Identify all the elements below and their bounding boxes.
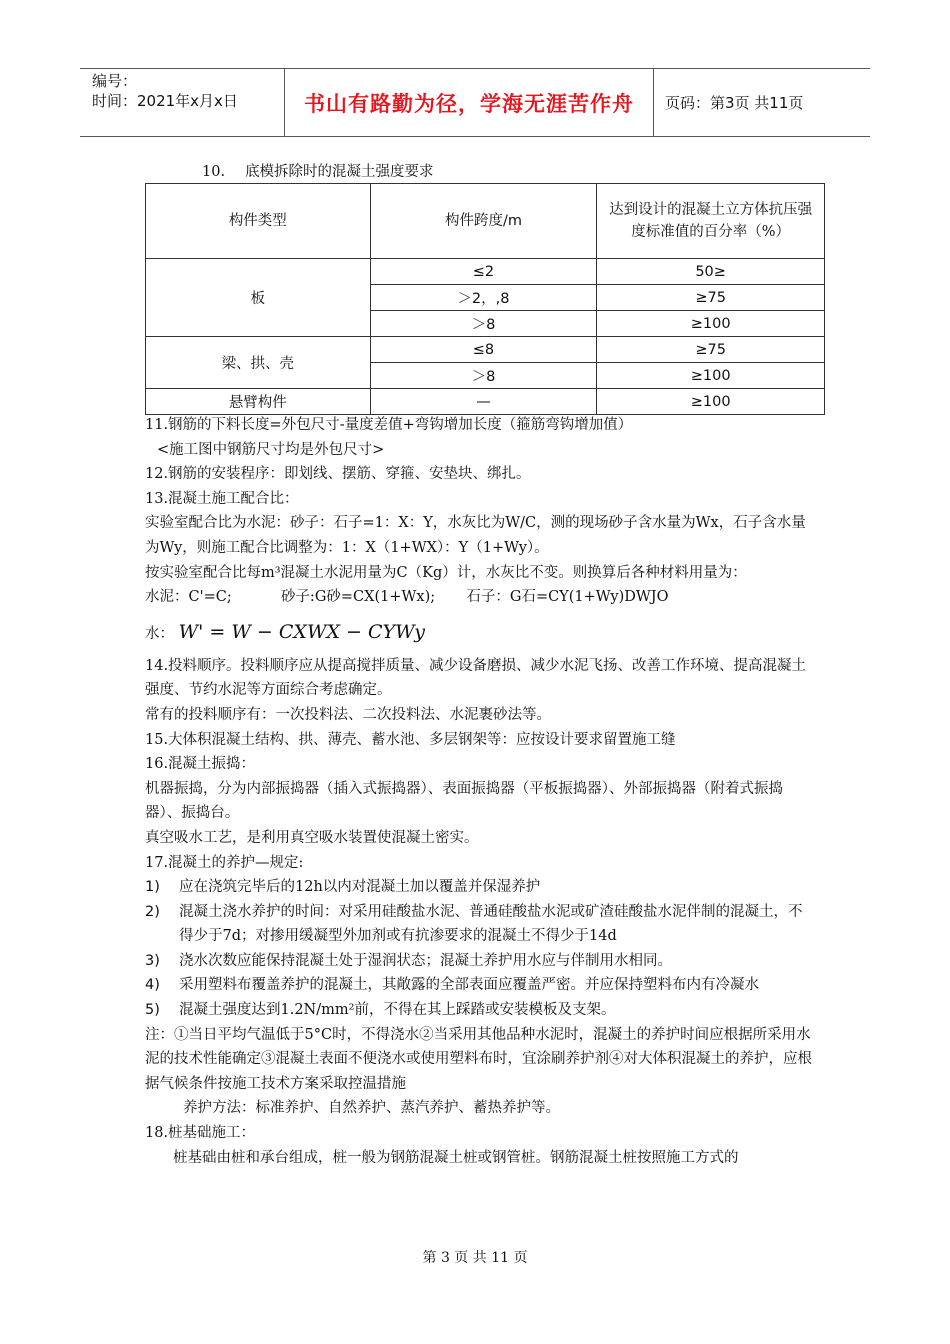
percent-cell: 50≥: [597, 259, 825, 285]
list-item: 1) 应在浇筑完毕后的12h以内对混凝土加以覆盖并保湿养护: [145, 879, 541, 896]
percent-cell: ≥75: [597, 285, 825, 311]
motto: 书山有路勤为径，学海无涯苦作舟: [304, 91, 634, 116]
paragraph: <施工图中钢筋尺寸均是外包尺寸>: [157, 441, 385, 458]
paragraph: 18.桩基础施工：: [145, 1125, 256, 1142]
header-cell: 构件类型: [146, 184, 371, 259]
header-cell: 构件跨度/m: [370, 184, 597, 259]
table-title-text: 底模拆除时的混凝土强度要求: [245, 164, 434, 180]
paragraph: 常有的投料顺序有：一次投料法、二次投料法、水泥裹砂法等。: [145, 706, 551, 723]
formula-water-label: 水：: [145, 625, 174, 642]
header-page-cell: [665, 69, 803, 136]
paragraph: 12.钢筋的安装程序：即划线、摆筋、穿箍、安垫块、绑扎。: [145, 466, 531, 483]
table-row: [146, 337, 825, 363]
table-row: [146, 389, 825, 415]
percent-cell: ≥100: [597, 363, 825, 389]
formula-sand: 砂子:G砂=CX(1+Wx);: [280, 589, 436, 606]
list-item: 2) 混凝土浇水养护的时间：对采用硅酸盐水泥、普通硅酸盐水泥或矿渣硅酸盐水泥伴制的混凝土，不得少于7d；对掺用缓凝型外加剂或有抗渗要求的混凝土不得少于14d: [145, 903, 803, 945]
span-cell: ≤2: [370, 259, 597, 285]
table-header-row: [146, 184, 825, 259]
note-paragraph: 注：①当日平均气温低于5°C时，不得浇水②当采用其他品种水泥时，混凝土的养护时间应根据所采用水泥的技术性能确定③混凝土表面不便浇水或使用塑料布时，宜涂刷养护剂④对大体积混凝土的养护，应根据气候条件按施工技术方案采取控温措施: [145, 1026, 812, 1092]
paragraph: 11.钢筋的下料长度=外包尺寸-量度差值+弯钩增加长度（箍筋弯钩增加值）: [145, 417, 633, 433]
paragraph: 16.混凝土振捣：: [145, 756, 256, 773]
header-cell: 达到设计的混凝土立方体抗压强度标准值的百分率（%）: [597, 184, 825, 259]
list-item: 3) 浇水次数应能保持混凝土处于湿润状态；混凝土养护用水应与伴制用水相同。: [145, 952, 672, 969]
paragraph: 桩基础由桩和承台组成，桩一般为钢筋混凝土桩或钢管桩。钢筋混凝土桩按照施工方式的: [173, 1149, 739, 1166]
table-number: 10.: [202, 164, 226, 180]
percent-cell: ≥100: [597, 311, 825, 337]
paragraph: 真空吸水工艺，是利用真空吸水装置使混凝土密实。: [145, 829, 479, 846]
span-cell: —: [370, 389, 597, 415]
paragraph: 13.混凝土施工配合比：: [145, 490, 299, 507]
formula-water-line: [145, 610, 815, 654]
formula-line: [145, 585, 815, 610]
strength-table: [145, 183, 825, 415]
formula-cement: 水泥：C'=C;: [145, 589, 232, 606]
paragraph: 17.混凝土的养护—规定:: [145, 854, 304, 871]
page-label: 页码：第3页 共11页: [665, 94, 804, 112]
span-cell: ＞2，,8: [370, 285, 597, 311]
percent-cell: ≥100: [597, 389, 825, 415]
span-cell: ＞8: [370, 363, 597, 389]
time-label: 时间：2021年x月x日: [92, 92, 238, 110]
paragraph: 机器振捣，分为内部振捣器（插入式振捣器）、表面振捣器（平板振捣器）、外部振捣器（附着式振捣器）、振捣台。: [145, 780, 783, 822]
paragraph: 实验室配合比为水泥：砂子：石子=1：X：Y，水灰比为W/C，测的现场砂子含水量为Wx，石子含水量为Wy，则施工配合比调整为：1：X（1+WX）：Y（1+Wy）。: [145, 515, 806, 556]
table-row: [146, 259, 825, 285]
percent-cell: ≥75: [597, 337, 825, 363]
header-meta: [92, 71, 282, 111]
type-cell: 悬臂构件: [146, 389, 371, 415]
type-cell: 梁、拱、壳: [146, 337, 371, 389]
paragraph: 14.投料顺序。投料顺序应从提高搅拌质量、减少设备磨损、减少水泥飞扬、改善工作环境、提高混凝土强度、节约水泥等方面综合考虑确定。: [145, 657, 807, 699]
paragraph: 15.大体积混凝土结构、拱、薄壳、蓄水池、多层钢架等：应按设计要求留置施工缝: [145, 731, 676, 748]
type-cell: 板: [146, 259, 371, 337]
page-footer: 第 3 页 共 11 页: [422, 1250, 528, 1266]
body-content: [145, 413, 815, 1170]
span-cell: ＞8: [370, 311, 597, 337]
page-header: [80, 68, 870, 137]
header-motto-cell: [284, 69, 654, 136]
formula-water: W' = W − CXWX − CYWy: [178, 620, 425, 643]
number-label: 编号：: [92, 72, 138, 90]
paragraph: 养护方法：标准养护、自然养护、蒸汽养护、蓄热养护等。: [183, 1100, 560, 1117]
list-item: 4) 采用塑料布覆盖养护的混凝土，其敞露的全部表面应覆盖严密。并应保持塑料布内有冷凝水: [145, 977, 759, 994]
formula-stone: 石子：G石=CY(1+Wy)DWJO: [466, 589, 669, 606]
table-title: [202, 160, 454, 181]
list-item: 5) 混凝土强度达到1.2N/mm²前，不得在其上踩踏或安装模板及支架。: [145, 1002, 616, 1019]
span-cell: ≤8: [370, 337, 597, 363]
paragraph: 按实验室配合比每m³混凝土水泥用量为C（Kg）计，水灰比不变。则换算后各种材料用量为：: [145, 564, 747, 581]
